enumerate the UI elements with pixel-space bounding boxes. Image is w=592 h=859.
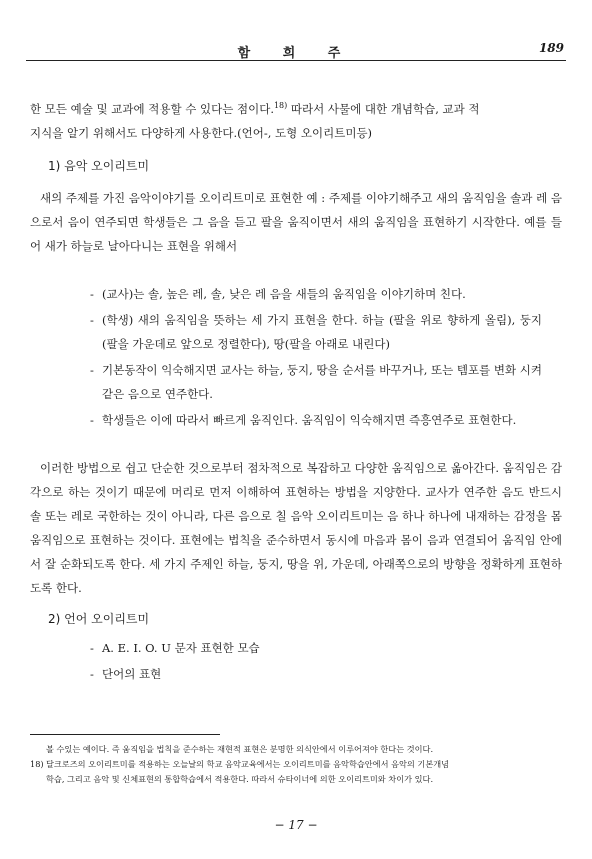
intro-line2: 지식을 알기 위해서도 다양하게 사용한다.(언어-, 도형 오이리트미등) bbox=[30, 125, 373, 140]
section1-closing-wrap bbox=[30, 456, 562, 600]
section1-closing: 이러한 방법으로 쉽고 단순한 것으로부터 점차적으로 복잡하고 다양한 움직임으로 옮아간다. 움직임은 감각으로 하는 것이기 때문에 머리로 먼저 이해하여 표현하는 방법을 지양한다. 교사가 연주한 음도 반드시 솔 또는 레로 국한하는 것이 아니라, 다른 음으로 칠 음악 오이리트미는 음 하나 하나에 내재하는 감정을 몸 움직임으로 표현하는 것이다. 표현에는 법칙을 준수하면서 동시에 마음과 몸이 음과 연결되어 움직임 안에서 잘 순화되도록 한다. 세 가지 주제인 하늘, 둥지, 땅을 위, 가운데, 아래쪽으로의 방향을 정확하게 표현하도록 한다. bbox=[30, 461, 562, 595]
footnote-ref-18: 18) bbox=[273, 101, 288, 110]
bullet-text: 단어의 표현 bbox=[102, 667, 162, 681]
bullet-text: (교사)는 솔, 높은 레, 솔, 낮은 레 음을 새들의 움직임을 이야기하며 친다. bbox=[102, 287, 466, 301]
list-item: - (교사)는 솔, 높은 레, 솔, 낮은 레 음을 새들의 움직임을 이야기하며 친다. bbox=[90, 282, 542, 306]
footnote-divider bbox=[30, 734, 220, 735]
list-item: - 기본동작이 익숙해지면 교사는 하늘, 둥지, 땅을 순서를 바꾸거나, 또는 템포를 변화 시켜 같은 음으로 연주한다. bbox=[90, 358, 542, 406]
section1-bullet-list bbox=[90, 282, 542, 434]
list-item: - (학생) 새의 움직임을 뜻하는 세 가지 표현을 한다. 하늘 (팔을 위로 향하게 올림), 둥지(팔을 가운데로 앞으로 정렬한다), 땅(팔을 아래로 내린다) bbox=[90, 308, 542, 356]
section2-heading: 2) 언어 오이리트미 bbox=[48, 612, 150, 626]
footnote-18-line1: 달크로즈의 오이리트미를 적용하는 오늘날의 학교 음악교육에서는 오이리트미를 음악학습안에서 음악의 기본개념 bbox=[46, 759, 450, 769]
bullet-text: 학생들은 이에 따라서 빠르게 움직인다. 움직임이 익숙해지면 즉흥연주로 표현한다. bbox=[102, 413, 517, 427]
list-item: - 학생들은 이에 따라서 빠르게 움직인다. 움직임이 익숙해지면 즉흥연주로 표현한다. bbox=[90, 408, 542, 432]
intro-line1b: 따라서 사물에 대한 개념학습, 교과 적 bbox=[287, 101, 480, 116]
header-page-number: 189 bbox=[538, 41, 564, 55]
footnote-18-mark: 18) bbox=[30, 759, 44, 769]
bullet-text: 기본동작이 익숙해지면 교사는 하늘, 둥지, 땅을 순서를 바꾸거나, 또는 템포를 변화 시켜 같은 음으로 연주한다. bbox=[102, 363, 542, 401]
section2-bullet-list bbox=[90, 636, 542, 688]
bullet-text: (학생) 새의 움직임을 뜻하는 세 가지 표현을 한다. 하늘 (팔을 위로 향하게 올림), 둥지(팔을 가운데로 앞으로 정렬한다), 땅(팔을 아래로 내린다) bbox=[102, 313, 542, 351]
page-footer-number: − 17 − bbox=[274, 818, 318, 832]
list-item: - 단어의 표현 bbox=[90, 662, 542, 686]
running-header bbox=[26, 40, 566, 61]
section1-paragraph: 새의 주제를 가진 음악이야기를 오이리트미로 표현한 예 : 주제를 이야기해주고 새의 움직임을 솔과 레 음으로서 음이 연주되면 학생들은 그 음을 듣고 팔을 움직이면서 새의 움직임을 표현하기 시작한다. 예를 들어 새가 하늘로 날아다니는 표현을 위해서 bbox=[30, 191, 563, 253]
list-item: - A. E. I. O. U 문자 표현한 모습 bbox=[90, 636, 542, 660]
header-author: 함 희 주 bbox=[237, 46, 355, 61]
footnote-18-line2: 학습, 그리고 음악 및 신체표현의 통합학습에서 적용한다. 따라서 슈타이너에 의한 오이리트미와 차이가 있다. bbox=[46, 774, 434, 784]
footnotes bbox=[30, 742, 564, 787]
section1-heading: 1) 음악 오이리트미 bbox=[48, 159, 150, 173]
bullet-text: A. E. I. O. U 문자 표현한 모습 bbox=[102, 641, 260, 655]
intro-paragraph bbox=[30, 94, 562, 145]
footnote-continuation: 볼 수있는 예이다. 즉 움직임을 법칙을 준수하는 재현적 표현은 분명한 의식안에서 이루어져야 한다는 것이다. bbox=[46, 744, 434, 754]
section1-paragraph-wrap bbox=[30, 186, 562, 258]
intro-line1: 한 모든 예술 및 교과에 적용할 수 있다는 점이다. bbox=[30, 101, 274, 116]
